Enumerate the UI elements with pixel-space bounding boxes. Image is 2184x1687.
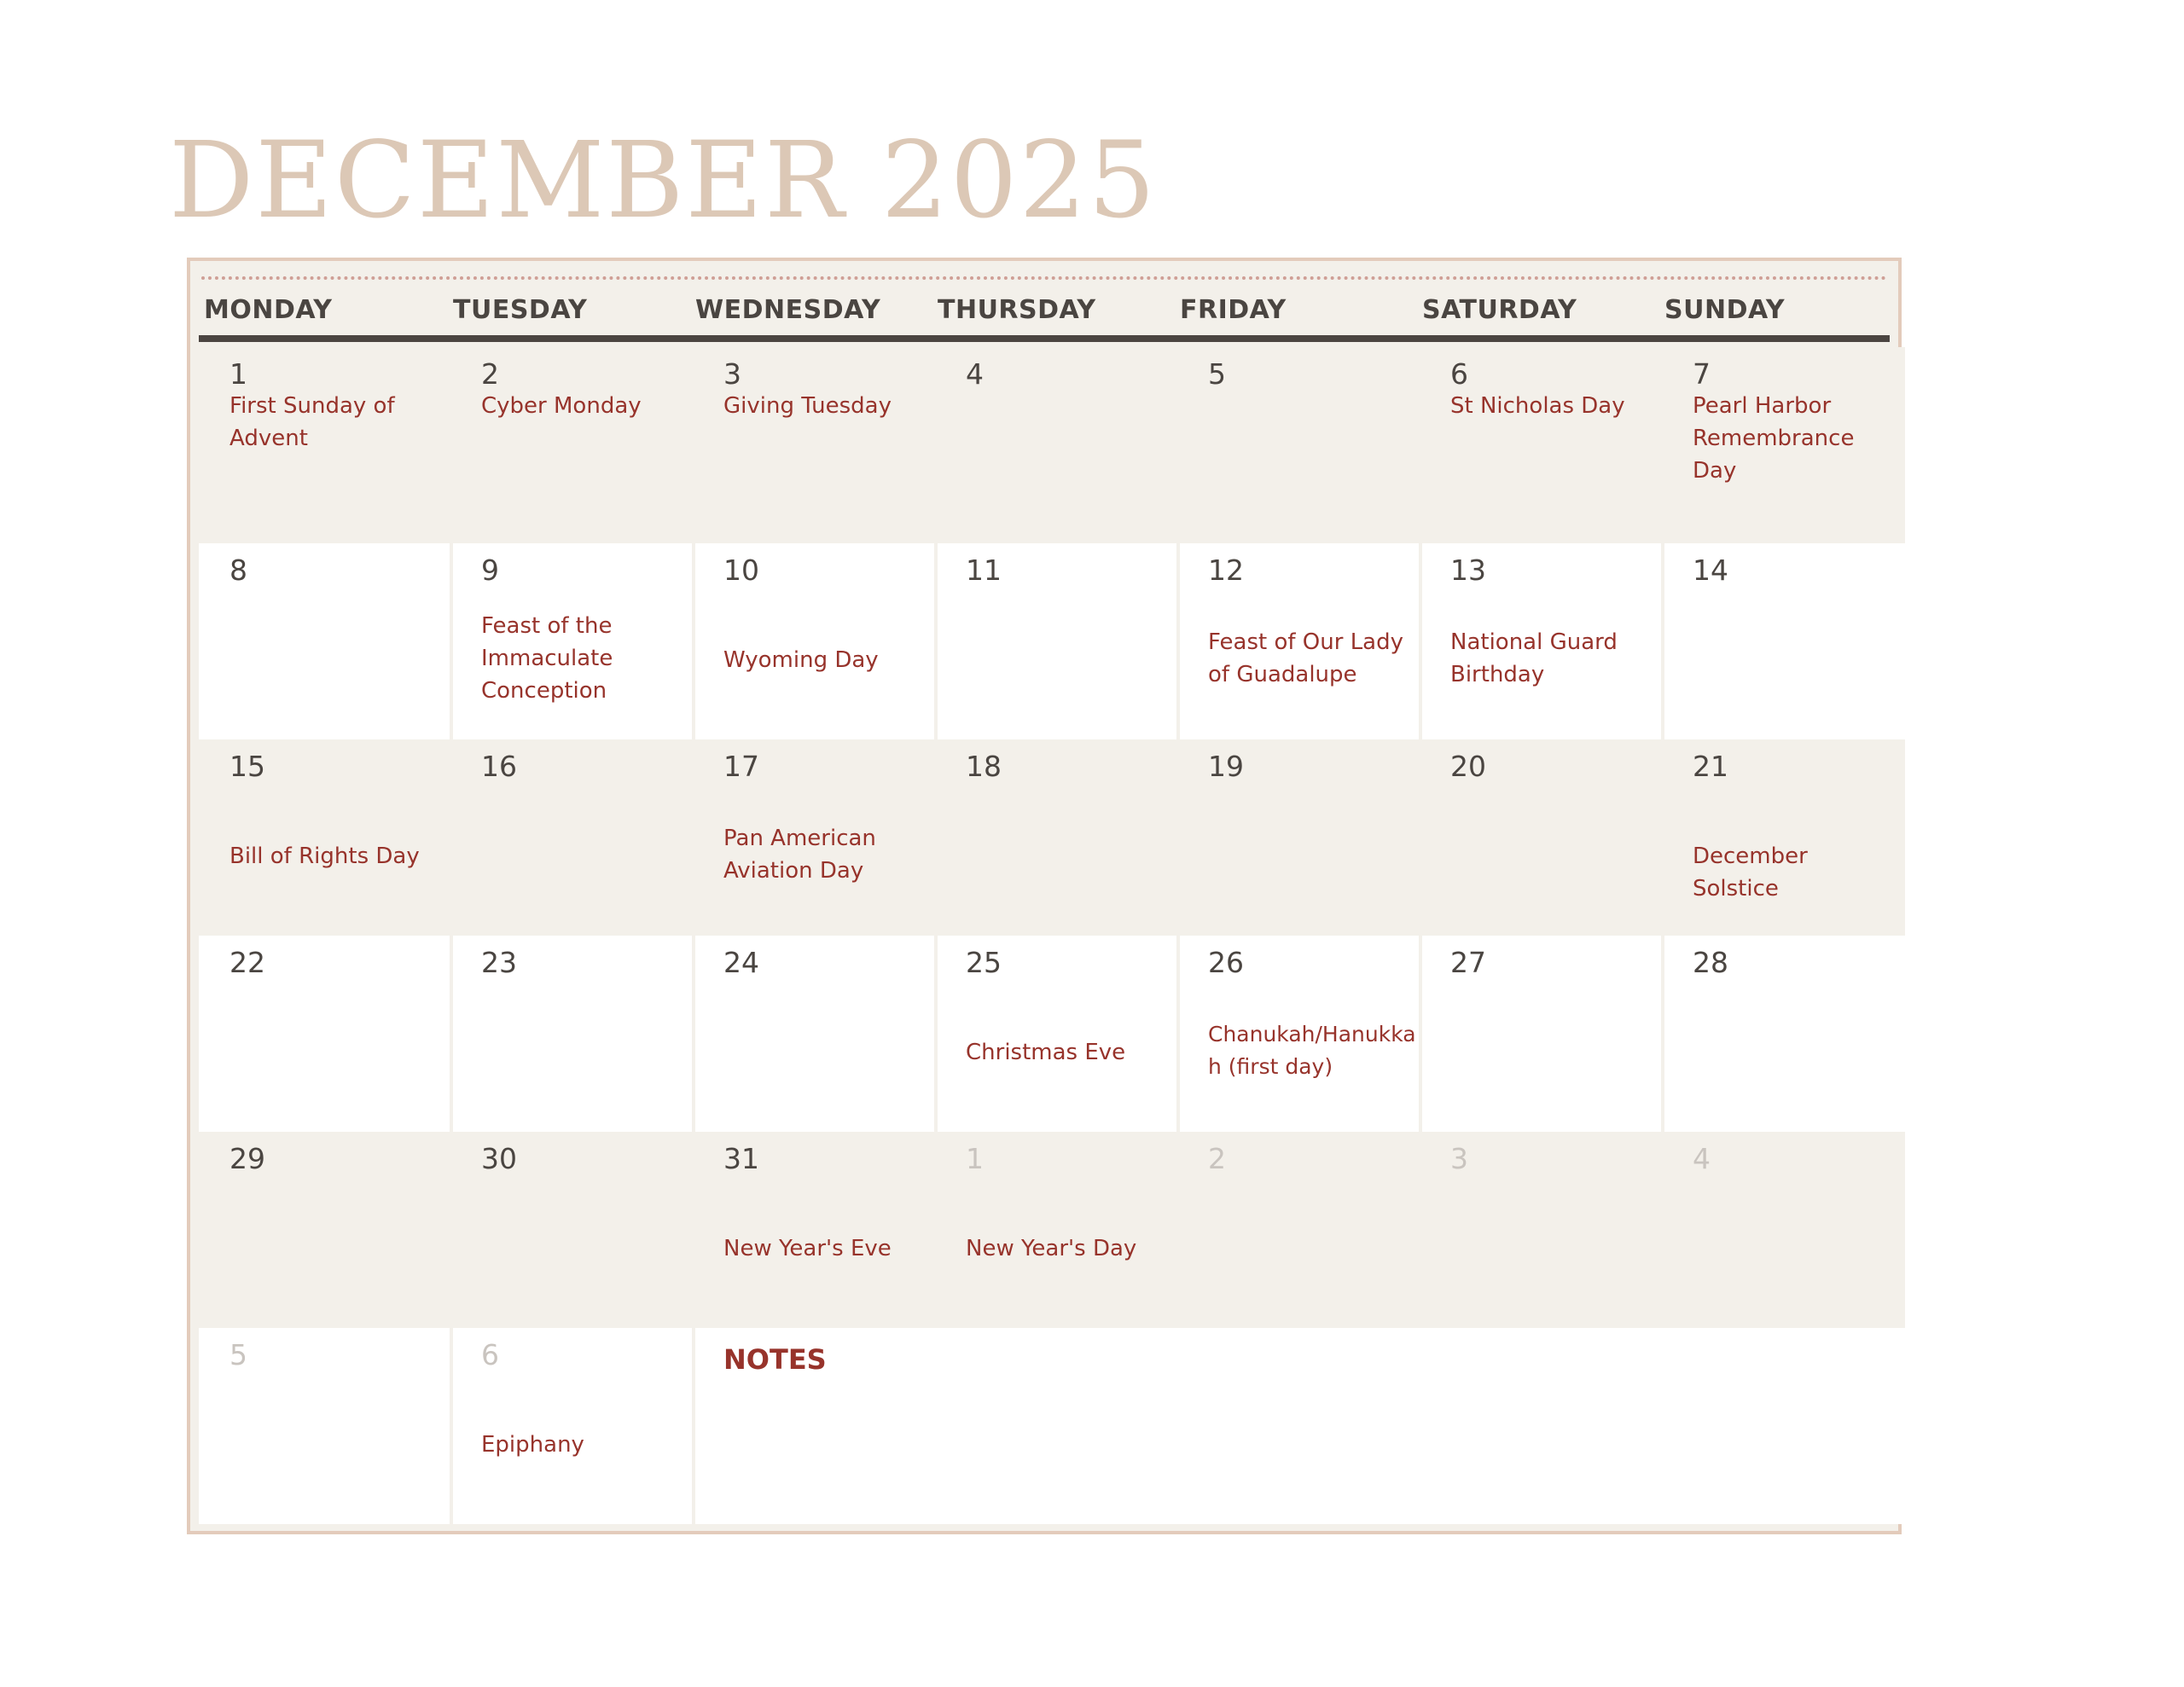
day-cell[interactable] (1422, 739, 1661, 936)
day-cell[interactable] (1422, 936, 1661, 1132)
day-cell[interactable] (938, 543, 1176, 739)
day-cell[interactable] (453, 347, 692, 543)
event-label: Feast of Our Lady of Guadalupe (1208, 629, 1403, 687)
day-cell[interactable] (1180, 347, 1419, 543)
day-cell[interactable] (1422, 347, 1661, 543)
day-number: 15 (229, 750, 265, 783)
event-label: Giving Tuesday (723, 393, 892, 419)
day-cell[interactable] (1422, 543, 1661, 739)
day-cell[interactable] (199, 739, 450, 936)
day-cell[interactable] (199, 1132, 450, 1328)
day-cell[interactable] (453, 739, 692, 936)
day-number: 12 (1208, 554, 1244, 587)
weekday-header (199, 287, 1890, 333)
day-number: 9 (481, 554, 499, 587)
weekday-saturday: SATURDAY (1422, 294, 1577, 325)
day-number: 14 (1693, 554, 1728, 587)
weekday-sunday: SUNDAY (1664, 294, 1786, 325)
day-number: 27 (1450, 946, 1486, 979)
notes-area[interactable] (695, 1328, 1905, 1524)
day-number: 26 (1208, 946, 1244, 979)
day-number: 18 (966, 750, 1002, 783)
day-cell[interactable] (695, 739, 934, 936)
day-number: 24 (723, 946, 759, 979)
weekday-thursday: THURSDAY (938, 294, 1096, 325)
day-cell[interactable] (453, 936, 692, 1132)
day-number: 11 (966, 554, 1002, 587)
event-label: Feast of the Immaculate Conception (481, 613, 613, 704)
day-number: 5 (1208, 357, 1226, 391)
weekday-friday: FRIDAY (1180, 294, 1287, 325)
day-number: 30 (481, 1142, 517, 1175)
day-cell[interactable] (453, 543, 692, 739)
day-cell[interactable] (695, 1132, 934, 1328)
day-number: 10 (723, 554, 759, 587)
event-label: New Year's Eve (723, 1236, 892, 1261)
day-cell[interactable] (1180, 543, 1419, 739)
day-number: 5 (229, 1338, 247, 1371)
day-number: 2 (1208, 1142, 1226, 1175)
weekday-monday: MONDAY (204, 294, 333, 325)
weekday-tuesday: TUESDAY (453, 294, 588, 325)
day-cell[interactable] (1664, 1132, 1905, 1328)
day-number: 1 (229, 357, 247, 391)
event-label: Cyber Monday (481, 393, 642, 419)
day-number: 2 (481, 357, 499, 391)
event-label: Chanukah/Hanukkah (first day) (1208, 1022, 1416, 1079)
calendar-frame (187, 258, 1902, 1534)
day-cell[interactable] (199, 543, 450, 739)
day-cell[interactable] (938, 936, 1176, 1132)
day-number: 21 (1693, 750, 1728, 783)
day-cell[interactable] (199, 936, 450, 1132)
event-label: Epiphany (481, 1432, 584, 1458)
day-cell[interactable] (695, 936, 934, 1132)
event-label: Bill of Rights Day (229, 844, 420, 869)
day-cell[interactable] (1664, 543, 1905, 739)
day-cell[interactable] (453, 1328, 692, 1524)
day-number: 23 (481, 946, 517, 979)
day-cell[interactable] (453, 1132, 692, 1328)
event-label: December Solstice (1693, 844, 1808, 901)
day-number: 29 (229, 1142, 265, 1175)
day-cell[interactable] (938, 739, 1176, 936)
day-number: 31 (723, 1142, 759, 1175)
weekday-wednesday: WEDNESDAY (695, 294, 881, 325)
event-label: New Year's Day (966, 1236, 1137, 1261)
event-label: National Guard Birthday (1450, 629, 1618, 687)
day-number: 6 (1450, 357, 1468, 391)
day-cell[interactable] (938, 1132, 1176, 1328)
day-number: 16 (481, 750, 517, 783)
event-label: First Sunday of Advent (229, 393, 395, 451)
day-number: 13 (1450, 554, 1486, 587)
day-number: 28 (1693, 946, 1728, 979)
day-cell[interactable] (1180, 739, 1419, 936)
day-number: 19 (1208, 750, 1244, 783)
day-cell[interactable] (1422, 1132, 1661, 1328)
event-label: Pan American Aviation Day (723, 826, 876, 884)
day-cell[interactable] (695, 347, 934, 543)
event-label: St Nicholas Day (1450, 393, 1625, 419)
calendar-title: DECEMBER 2025 (169, 119, 1158, 242)
day-number: 22 (229, 946, 265, 979)
day-number: 3 (723, 357, 741, 391)
day-number: 7 (1693, 357, 1711, 391)
day-cell[interactable] (1664, 739, 1905, 936)
day-cell[interactable] (199, 347, 450, 543)
day-number: 1 (966, 1142, 984, 1175)
dotted-border (201, 276, 1887, 280)
day-number: 4 (1693, 1142, 1711, 1175)
day-number: 25 (966, 946, 1002, 979)
day-cell[interactable] (199, 1328, 450, 1524)
day-number: 17 (723, 750, 759, 783)
day-number: 6 (481, 1338, 499, 1371)
day-number: 4 (966, 357, 984, 391)
header-rule (199, 335, 1890, 342)
day-cell[interactable] (1180, 936, 1419, 1132)
event-label: Wyoming Day (723, 647, 879, 673)
calendar-grid (199, 347, 1905, 1524)
event-label: Christmas Eve (966, 1040, 1126, 1065)
notes-label: NOTES (723, 1343, 827, 1376)
day-number: 3 (1450, 1142, 1468, 1175)
day-number: 20 (1450, 750, 1486, 783)
day-cell[interactable] (1180, 1132, 1419, 1328)
day-cell[interactable] (1664, 936, 1905, 1132)
event-label: Pearl Harbor Remembrance Day (1693, 393, 1855, 484)
day-cell[interactable] (695, 543, 934, 739)
day-cell[interactable] (938, 347, 1176, 543)
day-cell[interactable] (1664, 347, 1905, 543)
day-number: 8 (229, 554, 247, 587)
